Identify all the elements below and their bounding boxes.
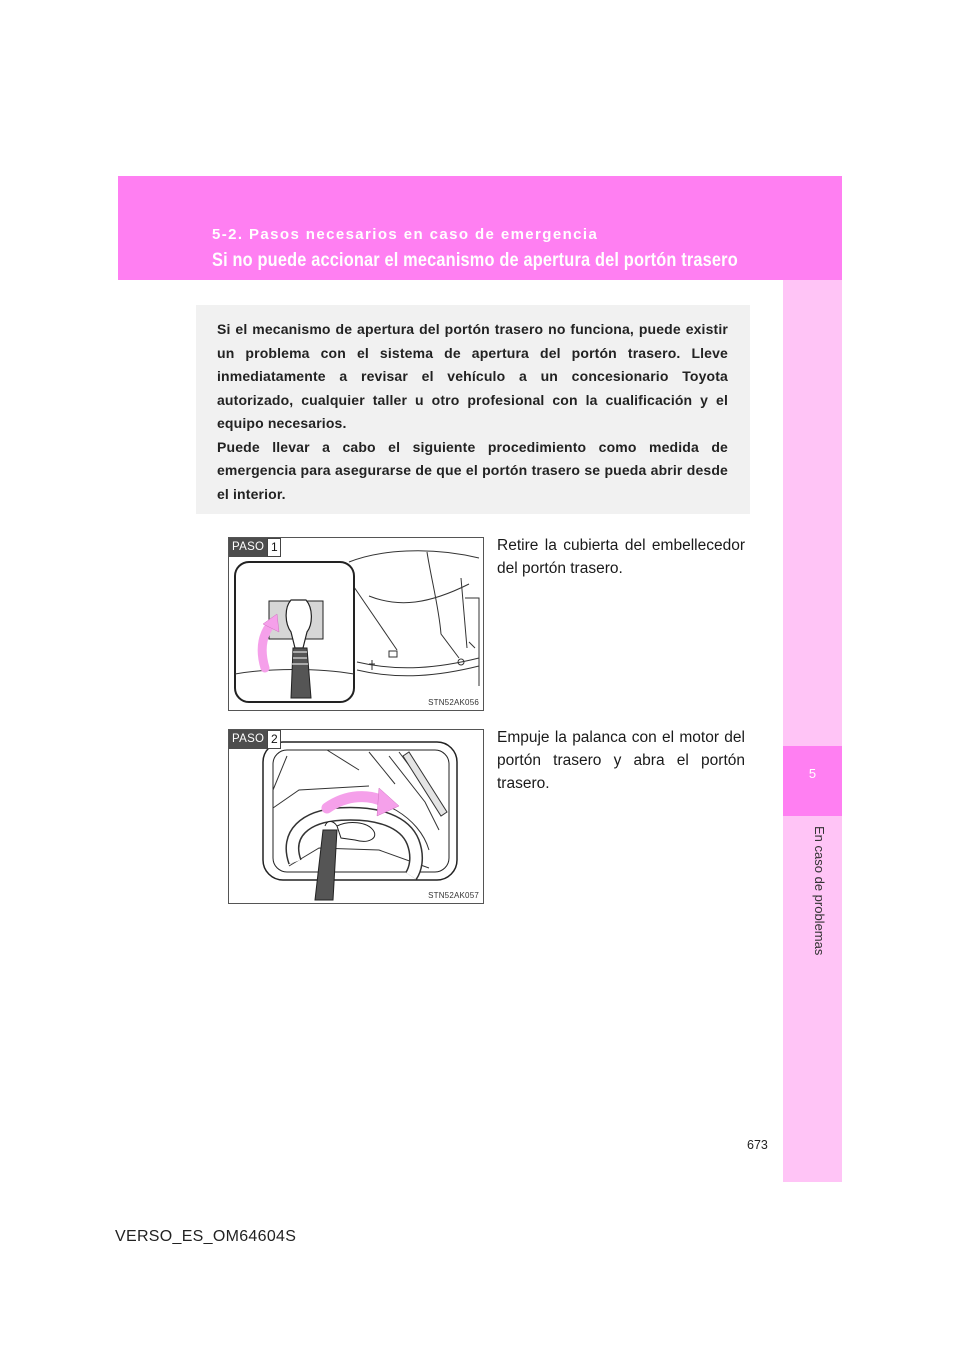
intro-paragraph-1: Si el mecanismo de apertura del portón trasero no funciona, puede existir un problema con el sistema de apertura del portón trasero. Lleve inmediatamente a revisar el vehículo a un concesionario Toyota autorizado, cualquier taller u otro profesional con la cualificación y el equipo necesarios. [217, 321, 728, 431]
page-title: Si no puede accionar el mecanismo de apertura del portón trasero [212, 250, 738, 271]
step-2-number: 2 [267, 730, 281, 749]
chapter-sidebar [783, 280, 842, 1182]
intro-paragraph-2: Puede llevar a cabo el siguiente procedimiento como medida de emergencia para asegurarse de que el portón trasero se pueda abrir desde el interior. [217, 438, 728, 502]
step-1-label: PASO [229, 538, 267, 557]
step-2-illustration [228, 729, 484, 904]
page-number: 673 [747, 1138, 768, 1152]
document-code: VERSO_ES_OM64604S [115, 1228, 297, 1245]
chapter-tab[interactable] [783, 746, 842, 816]
step-2-badge [229, 730, 281, 749]
step-1-badge [229, 538, 281, 557]
step-1-number: 1 [267, 538, 281, 557]
step-2-label: PASO [229, 730, 267, 749]
tailgate-lever-drawing [229, 730, 484, 904]
chapter-title: En caso de problemas [812, 826, 827, 956]
chapter-number: 5 [808, 766, 817, 781]
intro-box [196, 305, 750, 514]
step-1-text: Retire la cubierta del embellecedor del portón trasero. [497, 537, 745, 577]
tailgate-trim-cover-drawing [229, 538, 484, 711]
section-heading: 5-2. Pasos necesarios en caso de emergencia [212, 226, 599, 243]
step-2-text: Empuje la palanca con el motor del portón trasero y abra el portón trasero. [497, 729, 745, 792]
step-1-illustration [228, 537, 484, 711]
step-1-figure-code: STN52AK056 [428, 698, 479, 707]
step-2-figure-code: STN52AK057 [428, 891, 479, 900]
